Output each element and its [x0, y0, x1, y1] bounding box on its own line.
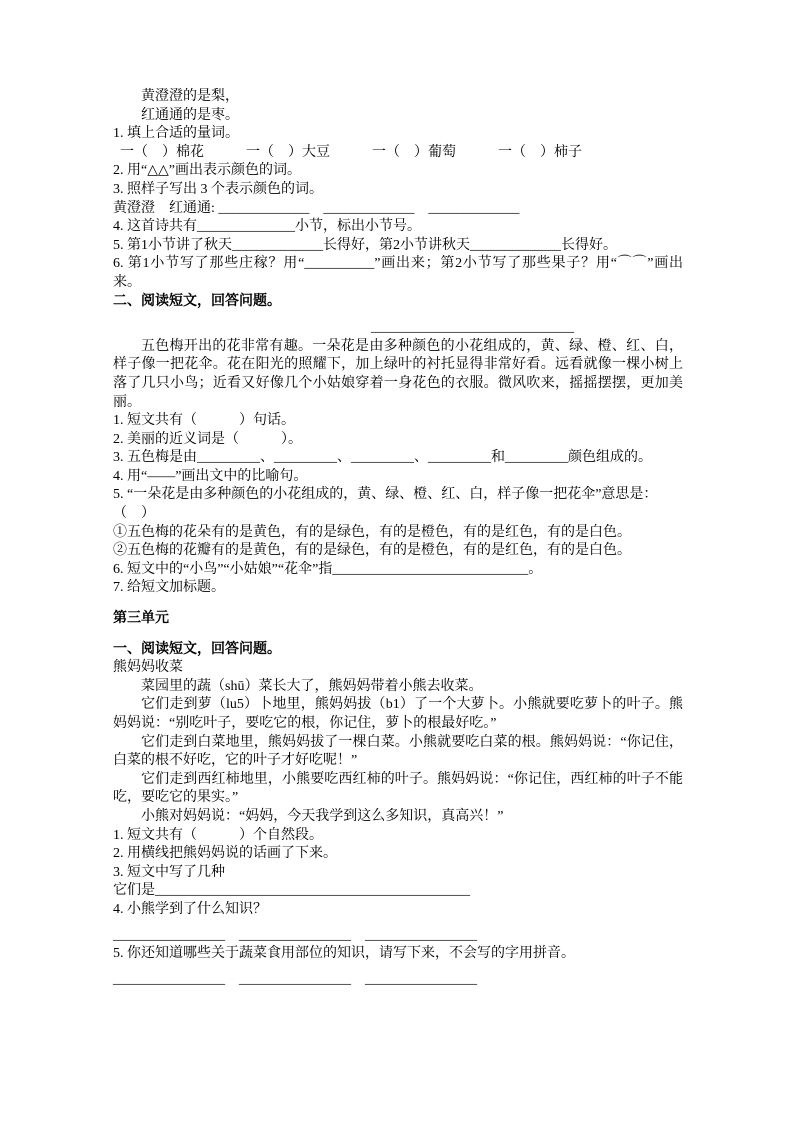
part2-heading: 二、阅读短文，回答问题。 [113, 293, 281, 309]
part2-q1-label: 1. 短文共有（ ）句话。 [113, 413, 295, 429]
unit3-heading: 第三单元 [113, 611, 169, 627]
unit3-paragraph-1: 菜园里的蔬（shū）菜长大了，熊妈妈带着小熊去收菜。 [141, 678, 483, 694]
unit3-q2-label: 2. 用横线把熊妈妈说的话画了下来。 [113, 846, 337, 862]
part2-q2-label: 2. 美丽的近义词是（ ）。 [113, 431, 302, 447]
part2-q4-label: 4. 用“——”画出文中的比喻句。 [113, 468, 308, 484]
unit3-paragraph-2: 它们走到萝（lu5）卜地里，熊妈妈拔（b1）了一个大萝卜。小熊就要吃萝卜的叶子。熊妈妈说：“别吃叶子，要吃它的根，你记住，萝卜的根最好吃。” [113, 697, 683, 731]
part1-q5-label: 5. 第1小节讲了秋天_____________长得好，第2小节讲秋天_____________长得好。 [113, 237, 617, 253]
unit3-q3-label: 3. 短文中写了几种 [113, 864, 225, 880]
part2-q5-option-1: ①五色梅的花朵有的是黄色，有的是绿色，有的是橙色，有的是红色，有的是白色。 [113, 524, 631, 540]
part2-q3-label: 3. 五色梅是由_________、_________、_________、_________和_________颜色组成的。 [113, 450, 652, 466]
part1-q1-items: 一（ ）棉花 一（ ）大豆 一（ ）葡萄 一（ ）柿子 [120, 144, 582, 160]
unit3-passage-title: 熊妈妈收菜 [113, 660, 183, 676]
unit3-q5-label: 5. 你还知道哪些关于蔬菜食用部位的知识，请写下来，不会写的字用拼音。 [113, 946, 575, 962]
part2-q7-label: 7. 给短文加标题。 [113, 580, 225, 596]
section-unit3 [113, 610, 683, 989]
unit3-paragraph-5: 小熊对妈妈说：“妈妈，今天我学到这么多知识，真高兴！” [141, 808, 504, 824]
unit3-q3-answer-blank: 它们是_____________________________________________ [113, 883, 470, 899]
section-part1 [113, 88, 683, 293]
part1-q2-label: 2. 用“△△”画出表示颜色的词。 [113, 163, 301, 179]
part2-q6-label: 6. 短文中的“小鸟”“小姑娘”“花伞”指____________________________。 [113, 561, 543, 577]
unit3-q1-label: 1. 短文共有（ ）个自然段。 [113, 827, 323, 843]
part2-passage-title-blank: _____________________________ [371, 320, 574, 336]
part2-q5-option-2: ②五色梅的花瓣有的是黄色，有的是绿色，有的是橙色，有的是红色，有的是白色。 [113, 543, 631, 559]
unit3-paragraph-3: 它们走到白菜地里，熊妈妈拔了一棵白菜。小熊就要吃白菜的根。熊妈妈说：“你记住，白菜的根不好吃，它的叶子才好吃呢！” [113, 734, 683, 769]
part1-q4-label: 4. 这首诗共有______________小节，标出小节号。 [113, 219, 421, 235]
poem-line-2: 红通通的是枣。 [141, 107, 239, 123]
unit3-paragraph-4: 它们走到西红柿地里，小熊要吃西红柿的叶子。熊妈妈说：“你记住，西红柿的叶子不能吃，要吃它的果实。” [113, 771, 683, 806]
part1-q1-label: 1. 填上合适的量词。 [113, 126, 239, 142]
part1-q3-label: 3. 照样子写出 3 个表示颜色的词。 [113, 181, 323, 197]
unit3-q4-answer-blanks: ________________ ________________ ________________ [113, 927, 477, 943]
poem-line-1: 黄澄澄的是梨， [141, 89, 239, 104]
part2-q5-label: 5. “一朵花是由多种颜色的小花组成的，黄、绿、橙、红、白，样子像一把花伞”意思是： [113, 487, 658, 503]
part1-q3-example-blanks: 黄澄澄 红通通: _____________ _____________ _____________ [113, 200, 520, 216]
unit3-q5-answer-blanks: ________________ ________________ ________________ [113, 971, 477, 987]
part1-q6-label: 6. 第1小节写了那些庄稼？用“__________”画出来；第2小节写了那些果子？用“⌒⌒”画出来。 [113, 256, 683, 290]
unit3-q4-label: 4. 小熊学到了什么知识？ [113, 901, 267, 917]
part2-q5-answer-paren: （ ） [113, 506, 155, 522]
section-part2 [113, 293, 683, 599]
unit3-section-heading: 一、阅读短文，回答问题。 [113, 641, 281, 657]
part2-passage: 五色梅开出的花非常有趣。一朵花是由多种颜色的小花组成的，黄、绿、橙、红、白，样子像一把花伞。花在阳光的照耀下，加上绿叶的衬托显得非常好看。远看就像一棵小树上落了几只小鸟；近看又好像几个小姑娘穿着一身花色的衣服。微风吹来，摇摇摆摆，更加美丽。 [113, 338, 683, 410]
